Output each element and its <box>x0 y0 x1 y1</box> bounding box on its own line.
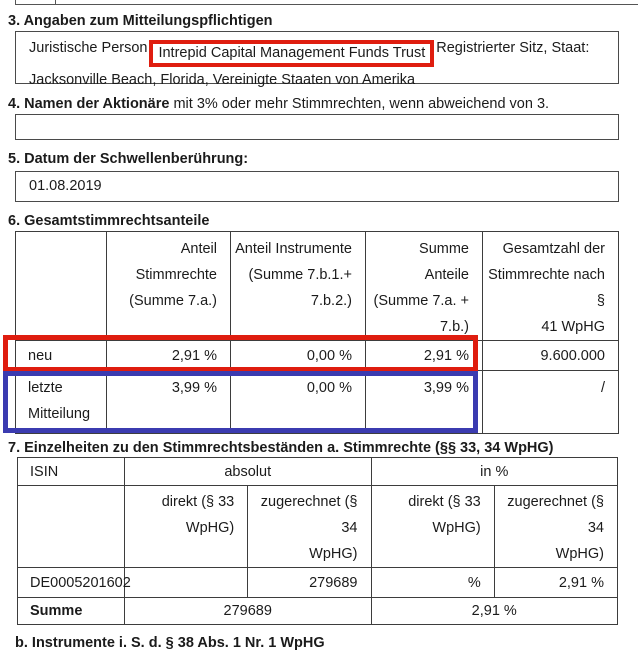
group-header-row <box>18 458 618 486</box>
neu-anteil-stimmrechte: 2,91 % <box>107 341 231 371</box>
sum-percent-value: 2,91 % <box>371 598 618 625</box>
letzte-summe-anteile: 3,99 % <box>366 371 483 434</box>
subheader-absolut-direkt: direkt (§ 33 WpHG) <box>125 486 248 568</box>
clipped-next-section-heading: b. Instrumente i. S. d. § 38 Abs. 1 Nr. 1 WpHG <box>15 635 325 651</box>
header-cell-summe-anteile: Summe Anteile (Summe 7.a. + 7.b.) <box>366 232 483 341</box>
sum-row <box>18 598 618 625</box>
table-row-neu <box>16 341 619 371</box>
isin-value: DE0005201602 <box>18 568 125 598</box>
sum-label: Summe <box>18 598 125 625</box>
percent-direkt-value: % <box>371 568 494 598</box>
sub-header-row <box>18 486 618 568</box>
neu-summe-anteile: 2,91 % <box>366 341 483 371</box>
table-border-fragment <box>15 0 16 4</box>
neu-anteil-instrumente: 0,00 % <box>231 341 366 371</box>
letzte-anteil-stimmrechte: 3,99 % <box>107 371 231 434</box>
header-cell-absolut: absolut <box>125 458 372 486</box>
total-voting-rights-table <box>15 231 619 434</box>
neu-gesamtzahl: 9.600.000 <box>483 341 619 371</box>
header-cell-anteil-stimmrechte: Anteil Stimmrechte (Summe 7.a.) <box>107 232 231 341</box>
company-name-red-annotation: Intrepid Capital Management Funds Trust <box>149 40 434 67</box>
registered-seat-label: Registrierter Sitz, Staat: <box>436 40 590 56</box>
table-row-letzte-mitteilung <box>16 371 619 434</box>
isin-data-row <box>18 568 618 598</box>
subheader-percent-direkt: direkt (§ 33 WpHG) <box>371 486 494 568</box>
header-cell-empty <box>16 232 107 341</box>
section4-heading-bold: 4. Namen der Aktionäre <box>8 96 170 112</box>
section7-heading: 7. Einzelheiten zu den Stimmrechtsbeständen a. Stimmrechte (§§ 33, 34 WpHG) <box>8 440 554 456</box>
subheader-absolut-zugerechnet: zugerechnet (§ 34 WpHG) <box>248 486 371 568</box>
row-label-neu: neu <box>16 341 107 371</box>
header-cell-in-percent: in % <box>371 458 618 486</box>
section3-heading: 3. Angaben zum Mitteilungspflichtigen <box>8 13 273 29</box>
sum-absolut-value: 279689 <box>125 598 372 625</box>
section3-value-box <box>15 31 619 88</box>
section5-value-box <box>15 171 619 202</box>
voting-rights-detail-table <box>17 457 618 625</box>
table-header-row <box>16 232 619 341</box>
percent-zugerechnet-value: 2,91 % <box>494 568 617 598</box>
legal-person-label: Juristische Person <box>29 40 148 56</box>
section5-heading: 5. Datum der Schwellenberührung: <box>8 151 249 167</box>
section4-heading <box>8 94 638 114</box>
section4-heading-rest: mit 3% oder mehr Stimmrechten, wenn abweichend von 3. <box>169 96 550 112</box>
section4-value-box <box>15 114 619 140</box>
subheader-percent-zugerechnet: zugerechnet (§ 34 WpHG) <box>494 486 617 568</box>
header-cell-gesamtzahl: Gesamtzahl der Stimmrechte nach § 41 WpHG <box>483 232 619 341</box>
row-label-letzte-mitteilung: letzte Mitteilung <box>16 371 107 434</box>
section3-line2: Jacksonville Beach, Florida, Vereinigte Staaten von Amerika <box>29 72 416 88</box>
subheader-empty <box>18 486 125 568</box>
letzte-anteil-instrumente: 0,00 % <box>231 371 366 434</box>
absolut-zugerechnet-value: 279689 <box>248 568 371 598</box>
letzte-gesamtzahl: / <box>483 371 619 434</box>
previous-table-remnant <box>15 0 638 5</box>
threshold-date-value: 01.08.2019 <box>29 178 102 194</box>
header-cell-isin: ISIN <box>18 458 125 486</box>
header-cell-anteil-instrumente: Anteil Instrumente (Summe 7.b.1.+ 7.b.2.) <box>231 232 366 341</box>
table-border-fragment <box>55 0 56 4</box>
absolut-direkt-value <box>125 568 248 598</box>
section6-heading: 6. Gesamtstimmrechtsanteile <box>8 213 210 229</box>
section3-line1 <box>29 35 608 67</box>
